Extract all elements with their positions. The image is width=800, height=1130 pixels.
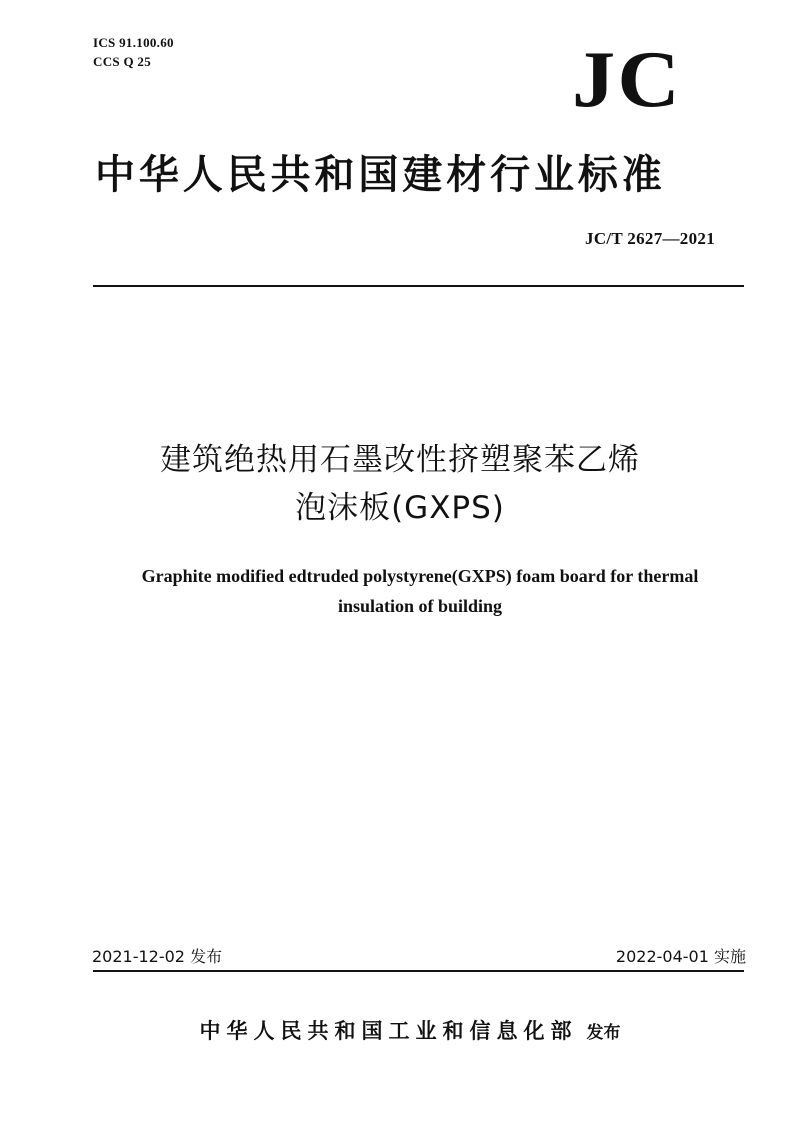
- ics-code: ICS 91.100.60: [93, 35, 174, 50]
- issuing-authority: 中华人民共和国工业和信息化部: [199, 1018, 578, 1043]
- issue-date: 2021-12-02 发布: [92, 947, 223, 966]
- title-cn-line-1: 建筑绝热用石墨改性挤塑聚苯乙烯: [160, 442, 640, 478]
- title-cn-line-2: 泡沫板(GXPS): [295, 490, 505, 526]
- bottom-divider: [93, 970, 744, 972]
- standard-number: JC/T 2627—2021: [585, 229, 715, 248]
- title-en-line-2: insulation of building: [337, 596, 503, 616]
- title-en-line-1: Graphite modified edtruded polystyrene(GXPS) foam board for thermal: [141, 566, 699, 586]
- document-title-english: [0, 561, 800, 621]
- issuer-action: 发布: [586, 1023, 621, 1043]
- classification-codes: [93, 33, 174, 71]
- implementation-date: 2022-04-01 实施: [615, 947, 746, 966]
- standard-series-mark: JC: [572, 36, 682, 124]
- industry-standard-title: 中华人民共和国建材行业标准: [95, 152, 666, 198]
- top-divider: [93, 285, 744, 287]
- document-title-chinese: [0, 436, 800, 532]
- ccs-code: CCS Q 25: [93, 54, 152, 69]
- issuer-line: [0, 1015, 800, 1045]
